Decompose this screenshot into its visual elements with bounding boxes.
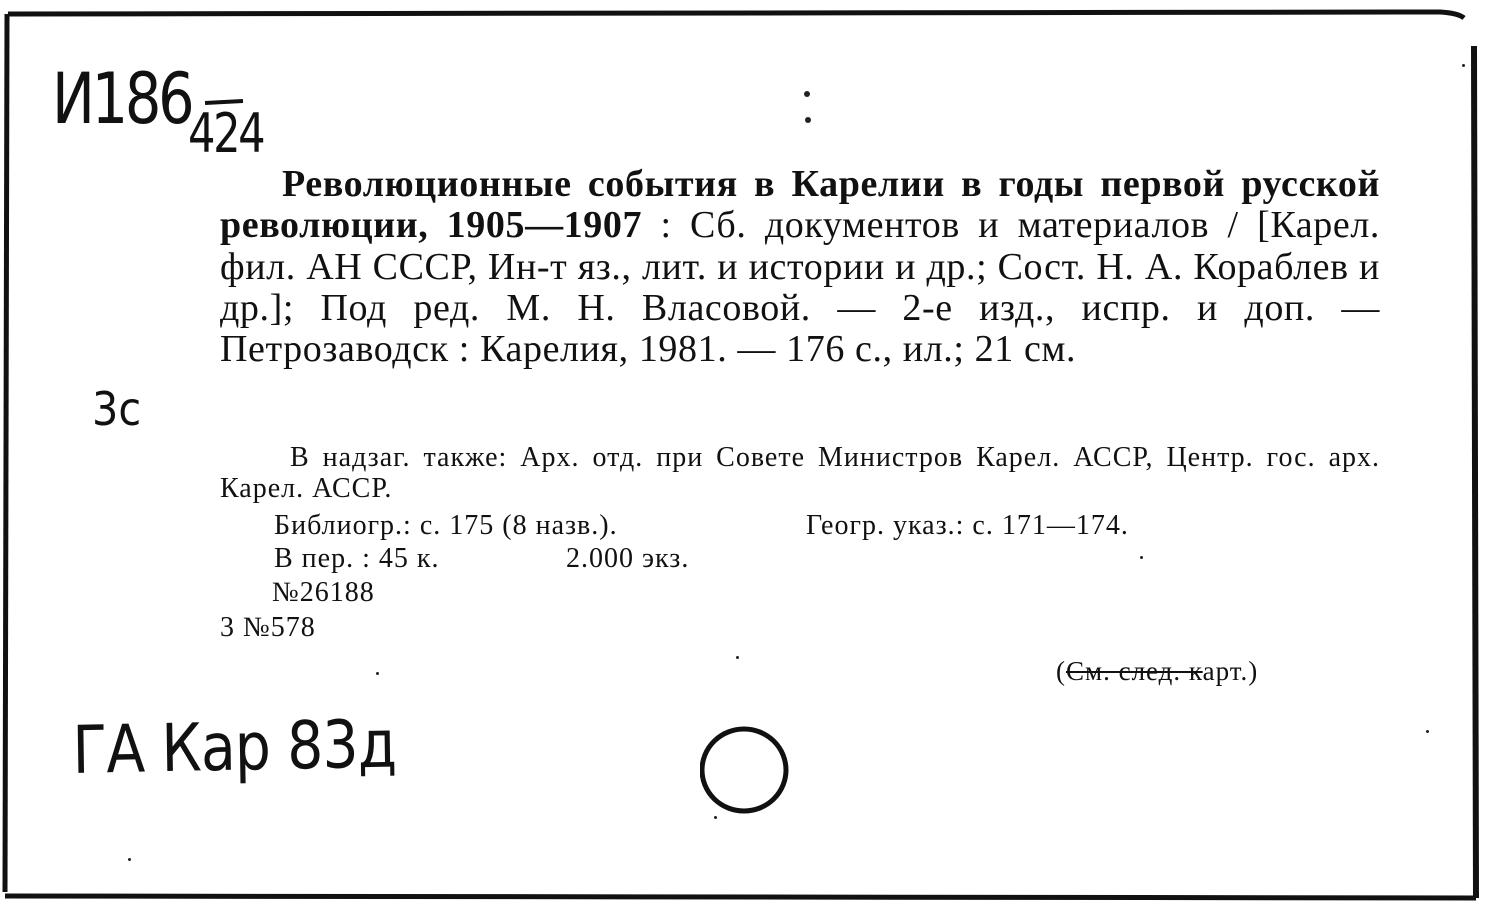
book-title: Революционные события в Карелии в годы первой русской революции, 1905—1907 [220,163,1380,247]
speck [128,858,131,861]
speck [1426,730,1429,733]
record-number-secondary: 3 №578 [220,612,316,643]
geo-index-note: Геогр. указ.: с. 171—174. [806,510,1129,541]
copies-note: 2.000 экз. [566,543,690,574]
speck [1140,556,1143,559]
speck [1462,64,1465,67]
bibliography-note: Библиогр.: с. 175 (8 назв.). [274,510,618,541]
bibliographic-description [220,164,1380,370]
record-number: №26188 [272,577,375,608]
card-punch-hole [700,726,792,818]
speck [714,816,717,819]
see-next-card [1056,656,1258,687]
see-next-struck: См. след. к [1066,656,1203,686]
header-note: В надзаг. также: Арх. отд. при Совете Министров Карел. АССР, Центр. гос. арх. Карел. АССР. [220,442,1380,504]
speck [736,656,739,659]
call-number-sub: 424 [188,102,264,165]
speck [376,672,379,675]
colon-mark [798,82,818,132]
description-details: : Сб. документов и материалов / [Карел. фил. АН СССР, Ин-т яз., лит. и истории и др.; Сост. Н. А. Кораблев и др.]; Под ред. М. Н. Власовой. — 2-е изд., испр. и доп. — Петрозаводск : Карелия, 1981. — 176 с., ил.; 21 см. [220,204,1380,371]
see-next-open: ( [1056,656,1066,686]
call-number-main: И186 [52,58,192,140]
shelf-mark: 3с [92,382,142,436]
see-next-tail: арт.) [1202,656,1259,686]
archive-mark: ГА Кар 83д [72,705,397,789]
price-note: В пер. : 45 к. [274,543,440,574]
